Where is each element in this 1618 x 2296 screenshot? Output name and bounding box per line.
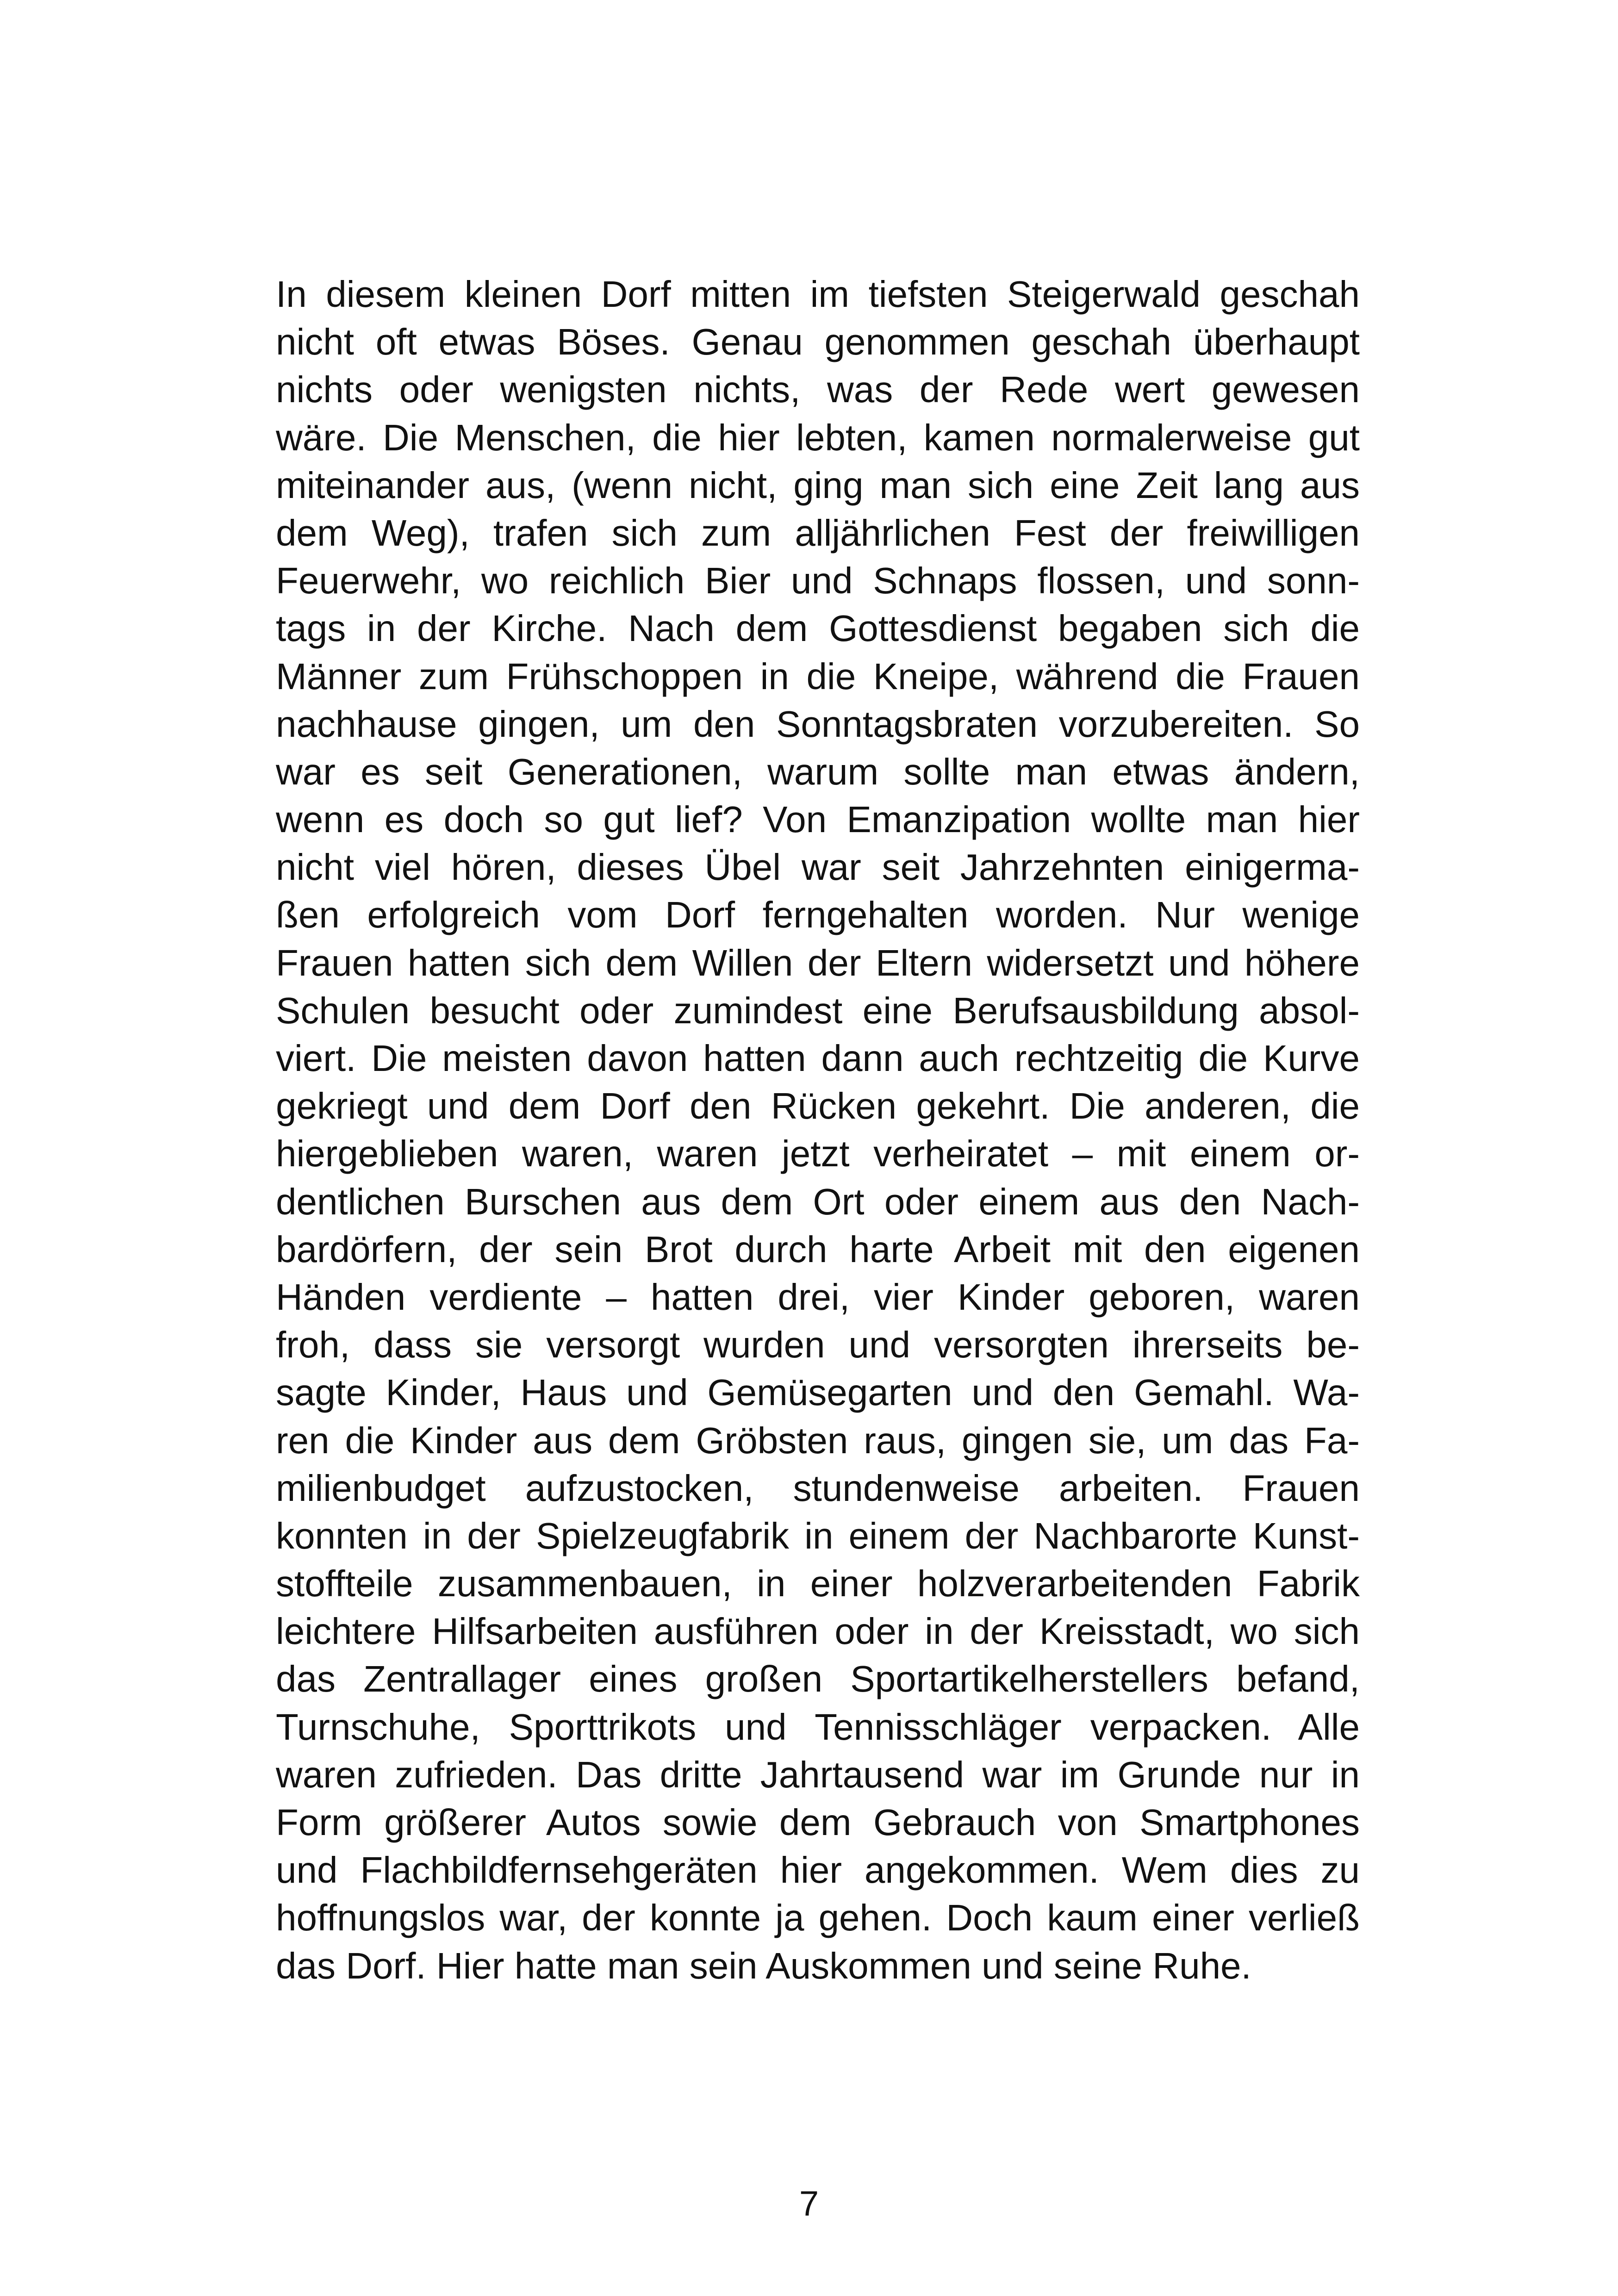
text-line: gekriegt und dem Dorf den Rücken gekehrt. Die anderen, die xyxy=(276,1085,1360,1127)
text-line: bardörfern, der sein Brot durch harte Arbeit mit den eigenen xyxy=(276,1228,1360,1270)
text-line: milienbudget aufzustocken, stundenweise arbeiten. Frauen xyxy=(276,1467,1360,1509)
text-line: nicht oft etwas Böses. Genau genommen geschah überhaupt xyxy=(276,321,1360,363)
text-line: ßen erfolgreich vom Dorf ferngehalten worden. Nur wenige xyxy=(276,894,1360,936)
text-line: froh, dass sie versorgt wurden und versorgten ihrerseits be- xyxy=(276,1324,1360,1366)
text-line: viert. Die meisten davon hatten dann auch rechtzeitig die Kurve xyxy=(276,1038,1360,1079)
text-line: Händen verdiente – hatten drei, vier Kinder geboren, waren xyxy=(276,1276,1360,1318)
body-text xyxy=(276,270,1360,1990)
text-line: und Flachbildfernsehgeräten hier angekommen. Wem dies zu xyxy=(276,1849,1360,1891)
text-line: Schulen besucht oder zumindest eine Berufsausbildung absol- xyxy=(276,989,1360,1031)
text-line-last: das Dorf. Hier hatte man sein Auskommen und seine Ruhe. xyxy=(276,1945,1251,1986)
text-line: tags in der Kirche. Nach dem Gottesdienst begaben sich die xyxy=(276,608,1360,649)
text-line: stoffteile zusammenbauen, in einer holzverarbeitenden Fabrik xyxy=(276,1563,1360,1605)
text-line: leichtere Hilfsarbeiten ausführen oder in der Kreisstadt, wo sich xyxy=(276,1611,1360,1652)
text-line: wäre. Die Menschen, die hier lebten, kamen normalerweise gut xyxy=(276,417,1360,458)
text-line: wenn es doch so gut lief? Von Emanzipation wollte man hier xyxy=(276,799,1360,840)
text-line: Turnschuhe, Sporttrikots und Tennisschläger verpacken. Alle xyxy=(276,1706,1360,1748)
text-line: hiergeblieben waren, waren jetzt verheiratet – mit einem or- xyxy=(276,1133,1360,1175)
text-line: konnten in der Spielzeugfabrik in einem der Nachbarorte Kunst- xyxy=(276,1515,1360,1556)
text-line: dentlichen Burschen aus dem Ort oder einem aus den Nach- xyxy=(276,1181,1360,1222)
text-line: Männer zum Frühschoppen in die Kneipe, während die Frauen xyxy=(276,655,1360,697)
text-line: Frauen hatten sich dem Willen der Eltern widersetzt und höhere xyxy=(276,942,1360,983)
text-line: dem Weg), trafen sich zum alljährlichen Fest der freiwilligen xyxy=(276,512,1360,554)
text-line: In diesem kleinen Dorf mitten im tiefsten Steigerwald geschah xyxy=(276,274,1360,315)
text-line: miteinander aus, (wenn nicht, ging man sich eine Zeit lang aus xyxy=(276,464,1360,506)
text-line: ren die Kinder aus dem Gröbsten raus, gingen sie, um das Fa- xyxy=(276,1419,1360,1461)
text-line: nichts oder wenigsten nichts, was der Rede wert gewesen xyxy=(276,369,1360,411)
page-number: 7 xyxy=(799,2184,819,2223)
text-line: waren zufrieden. Das dritte Jahrtausend war im Grunde nur in xyxy=(276,1754,1360,1795)
text-line: Form größerer Autos sowie dem Gebrauch von Smartphones xyxy=(276,1802,1360,1843)
text-line: nachhause gingen, um den Sonntagsbraten vorzubereiten. So xyxy=(276,703,1360,745)
text-line: hoffnungslos war, der konnte ja gehen. Doch kaum einer verließ xyxy=(276,1897,1360,1939)
text-line: nicht viel hören, dieses Übel war seit Jahrzehnten einigerma- xyxy=(276,846,1360,888)
text-line: sagte Kinder, Haus und Gemüsegarten und den Gemahl. Wa- xyxy=(276,1372,1360,1413)
text-line: das Zentrallager eines großen Sportartikelherstellers befand, xyxy=(276,1658,1360,1700)
text-line: Feuerwehr, wo reichlich Bier und Schnaps flossen, und sonn- xyxy=(276,560,1360,602)
text-line: war es seit Generationen, warum sollte man etwas ändern, xyxy=(276,751,1360,792)
